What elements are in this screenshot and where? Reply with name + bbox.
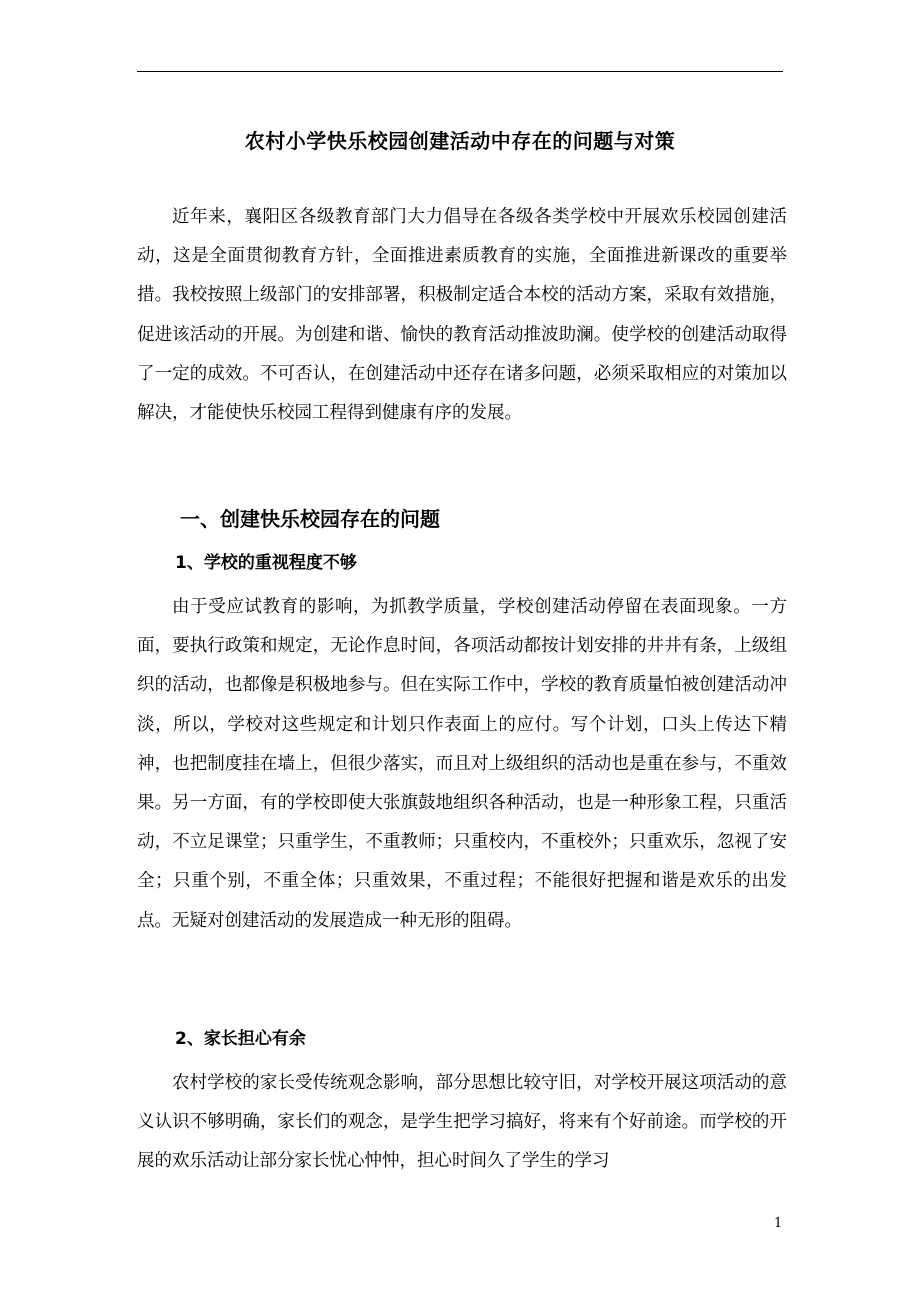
intro-block [137,198,787,433]
page-number: 1 [774,1216,783,1231]
subsection-heading-2: 2、家长担心有余 [175,1029,306,1049]
subsection-2-block [137,1064,787,1182]
subsection-1-block [137,588,787,941]
subsection-heading-1: 1、学校的重视程度不够 [175,553,357,573]
header-rule [137,71,783,72]
subsection-2-paragraph: 农村学校的家长受传统观念影响，部分思想比较守旧，对学校开展这项活动的意义认识不够明确，家长们的观念，是学生把学习搞好，将来有个好前途。而学校的开展的欢乐活动让部分家长忧心忡忡，担心时间久了学生的学习 [137,1073,787,1172]
subsection-1-paragraph: 由于受应试教育的影响，为抓教学质量，学校创建活动停留在表面现象。一方面，要执行政策和规定，无论作息时间，各项活动都按计划安排的井井有条，上级组织的活动，也都像是积极地参与。但在实际工作中，学校的教育质量怕被创建活动冲淡，所以，学校对这些规定和计划只作表面上的应付。写个计划，口头上传达下精神，也把制度挂在墙上，但很少落实，而且对上级组织的活动也是重在参与，不重效果。另一方面，有的学校即使大张旗鼓地组织各种活动，也是一种形象工程，只重活动，不立足课堂；只重学生，不重教师；只重校内，不重校外；只重欢乐，忽视了安全；只重个别，不重全体；只重效果，不重过程；不能很好把握和谐是欢乐的出发点。无疑对创建活动的发展造成一种无形的阻碍。 [137,597,787,931]
section-heading: 一、创建快乐校园存在的问题 [180,507,440,531]
document-title: 农村小学快乐校园创建活动中存在的问题与对策 [244,129,676,153]
intro-paragraph: 近年来，襄阳区各级教育部门大力倡导在各级各类学校中开展欢乐校园创建活动，这是全面贯彻教育方针，全面推进素质教育的实施，全面推进新课改的重要举措。我校按照上级部门的安排部署，积极制定适合本校的活动方案，采取有效措施，促进该活动的开展。为创建和谐、愉快的教育活动推波助澜。使学校的创建活动取得了一定的成效。不可否认，在创建活动中还存在诸多问题，必须采取相应的对策加以解决，才能使快乐校园工程得到健康有序的发展。 [137,207,787,424]
